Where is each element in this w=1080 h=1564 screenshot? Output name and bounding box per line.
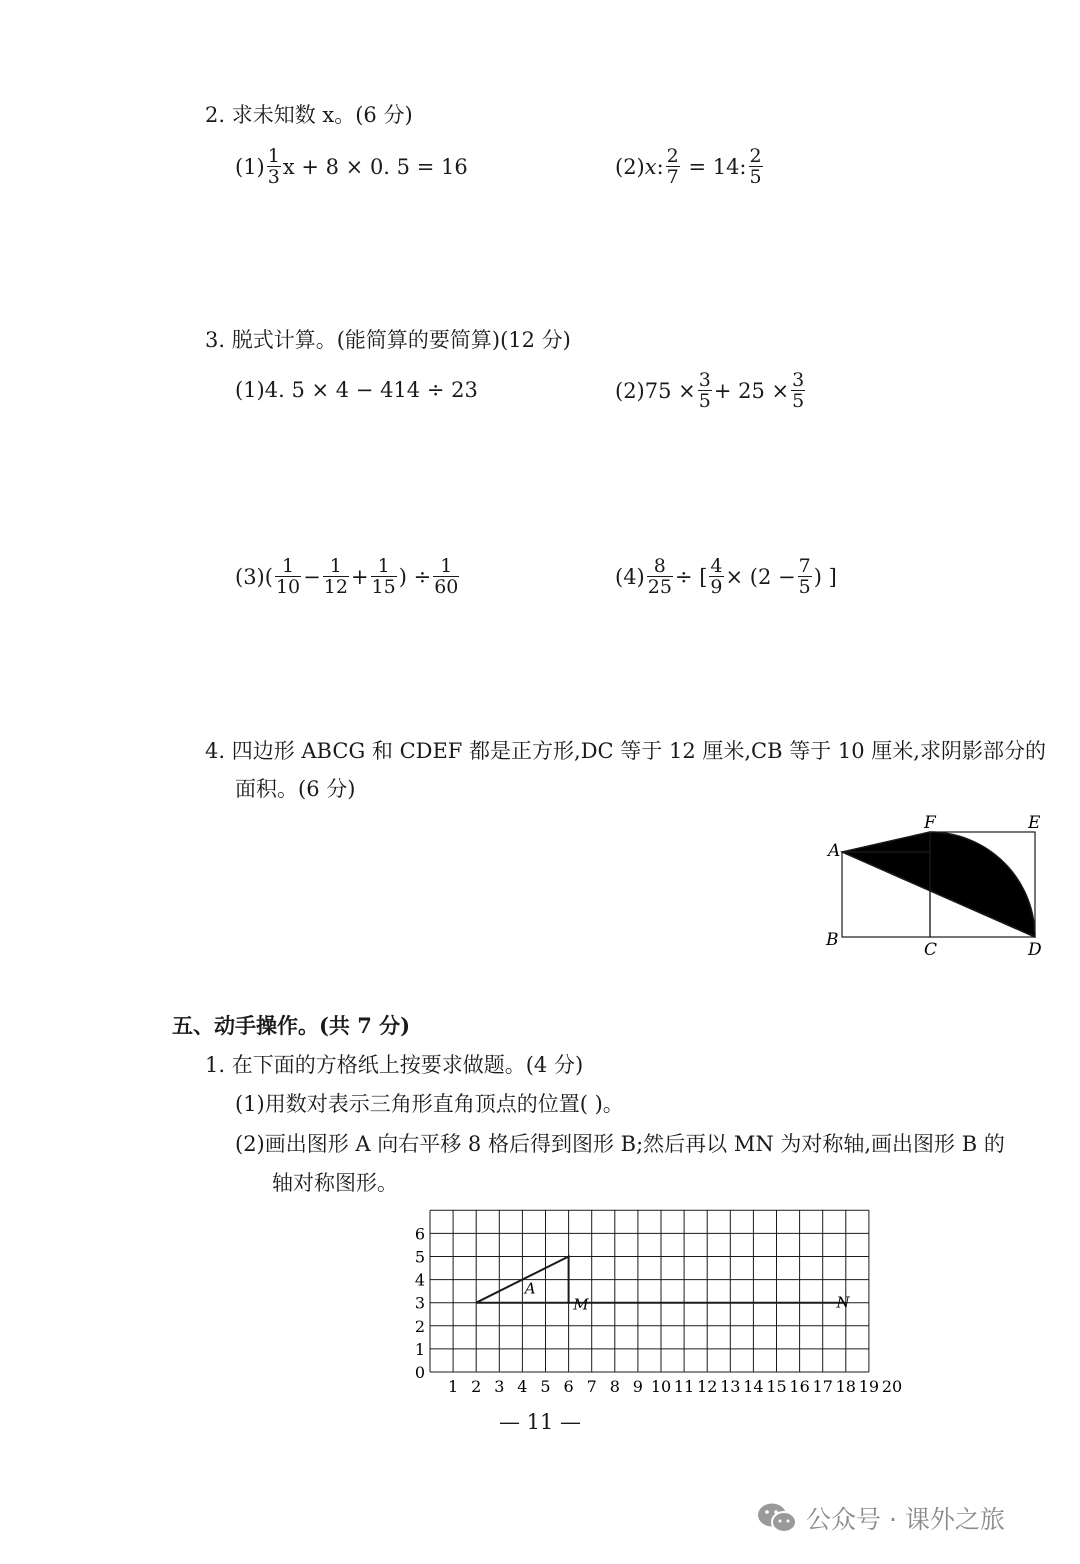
s5-q1: 1. 在下面的方格纸上按要求做题。(4 分): [205, 1053, 584, 1077]
operator: ÷ [: [674, 564, 708, 589]
point-label-n: N: [836, 1293, 850, 1312]
label-f: F: [924, 813, 936, 833]
x-tick-label: 5: [540, 1377, 551, 1396]
x-tick-label: 2: [471, 1377, 482, 1396]
fraction: $\frac{2}{5}$: [749, 145, 762, 188]
q2-p1-rest: x + 8 × 0. 5 = 16: [282, 154, 468, 179]
x-tick-label: 3: [494, 1377, 505, 1396]
colon: :: [656, 154, 664, 179]
q2-part2: [615, 146, 765, 187]
x-tick-label: 17: [812, 1377, 833, 1396]
x-tick-label: 13: [720, 1377, 741, 1396]
fraction: $\frac{2}{7}$: [666, 145, 679, 188]
operator: −: [303, 564, 321, 589]
q2-p2-label: (2): [615, 154, 645, 179]
fraction: $\frac{1}{3}$: [267, 145, 280, 188]
s5-q1a: (1)用数对表示三角形直角顶点的位置( )。: [235, 1092, 624, 1116]
s5-q1b-line2: 轴对称图形。: [272, 1171, 398, 1195]
label-d: D: [1028, 940, 1042, 960]
triangle-label-a: A: [524, 1279, 536, 1298]
q3-part2: [615, 370, 807, 411]
x-tick-label: 14: [743, 1377, 764, 1396]
q2-p2-mid: = 14:: [681, 154, 747, 179]
squares-figure: [820, 812, 1050, 962]
watermark: [756, 1500, 1005, 1536]
operator: ) ÷: [398, 564, 432, 589]
operator: ) ]: [813, 564, 837, 589]
coordinate-grid: [400, 1205, 910, 1400]
x-tick-label: 20: [881, 1377, 903, 1396]
page-number: — 11 —: [498, 1410, 582, 1434]
q2-part1: [235, 146, 468, 187]
fraction: $\frac{3}{5}$: [792, 369, 805, 412]
q3-part1: [235, 378, 478, 402]
y-tick-label: 3: [414, 1293, 425, 1313]
x-tick-label: 8: [609, 1377, 620, 1396]
q3-part4: [615, 556, 837, 597]
q3-p3-label: (3): [235, 564, 265, 589]
q2-title: 2. 求未知数 x。(6 分): [205, 103, 413, 127]
fraction: $\frac{1}{12}$: [323, 555, 348, 598]
operator: +: [350, 564, 369, 589]
q3-p2-mid: + 25 ×: [713, 378, 790, 403]
y-tick-label: 6: [414, 1224, 425, 1244]
q2-p2-x: x: [644, 154, 657, 179]
fraction: $\frac{1}{60}$: [434, 555, 459, 598]
x-tick-label: 11: [673, 1377, 695, 1396]
q3-p2-pre: 75 ×: [644, 378, 696, 403]
y-tick-label: 2: [414, 1316, 425, 1336]
label-a: A: [828, 841, 841, 861]
watermark-text: 公众号 · 课外之旅: [806, 1505, 1005, 1534]
x-tick-label: 7: [586, 1377, 597, 1396]
q3-title: 3. 脱式计算。(能简算的要简算)(12 分): [205, 328, 571, 352]
fraction: $\frac{8}{25}$: [647, 555, 672, 598]
label-c: C: [924, 940, 938, 960]
x-tick-label: 9: [632, 1377, 643, 1396]
fraction: $\frac{1}{10}$: [275, 555, 301, 598]
label-e: E: [1028, 813, 1041, 833]
wechat-icon: [756, 1500, 798, 1536]
x-tick-label: 19: [858, 1377, 880, 1396]
q4-line2: 面积。(6 分): [235, 777, 356, 801]
paren: (: [264, 564, 273, 589]
fraction: $\frac{3}{5}$: [698, 369, 711, 412]
x-tick-label: 6: [563, 1377, 574, 1396]
y-tick-label: 4: [414, 1270, 425, 1290]
q3-p4-label: (4): [615, 564, 645, 589]
q4-line1: 4. 四边形 ABCG 和 CDEF 都是正方形,DC 等于 12 厘米,CB 等于 10 厘米,求阴影部分的: [205, 739, 1046, 763]
x-tick-label: 15: [766, 1377, 787, 1396]
x-tick-label: 12: [697, 1377, 718, 1396]
x-tick-label: 1: [448, 1377, 459, 1396]
x-tick-label: 10: [650, 1377, 672, 1396]
y-tick-label: 5: [414, 1247, 425, 1267]
fraction: $\frac{4}{9}$: [710, 555, 723, 598]
label-g: G: [932, 845, 946, 865]
section5-title: 五、动手操作。(共 7 分): [172, 1013, 411, 1038]
fraction: $\frac{1}{15}$: [371, 555, 396, 598]
label-b: B: [826, 930, 839, 950]
x-tick-label: 4: [517, 1377, 528, 1396]
point-label-m: M: [573, 1295, 589, 1314]
q3-p1-expr: 4. 5 × 4 − 414 ÷ 23: [264, 378, 478, 402]
q3-p1-label: (1): [235, 378, 265, 402]
q3-p2-label: (2): [615, 378, 645, 403]
x-tick-label: 16: [789, 1377, 810, 1396]
y-tick-label: 1: [414, 1339, 425, 1359]
operator: × (2 −: [725, 564, 796, 589]
fraction: $\frac{7}{5}$: [798, 555, 811, 598]
y-tick-label: 0: [414, 1363, 425, 1382]
q2-p1-label: (1): [235, 154, 265, 179]
x-tick-label: 18: [835, 1377, 856, 1396]
q3-part3: [235, 556, 461, 597]
s5-q1b-line1: (2)画出图形 A 向右平移 8 格后得到图形 B;然后再以 MN 为对称轴,画出图形 B 的: [235, 1132, 1005, 1156]
